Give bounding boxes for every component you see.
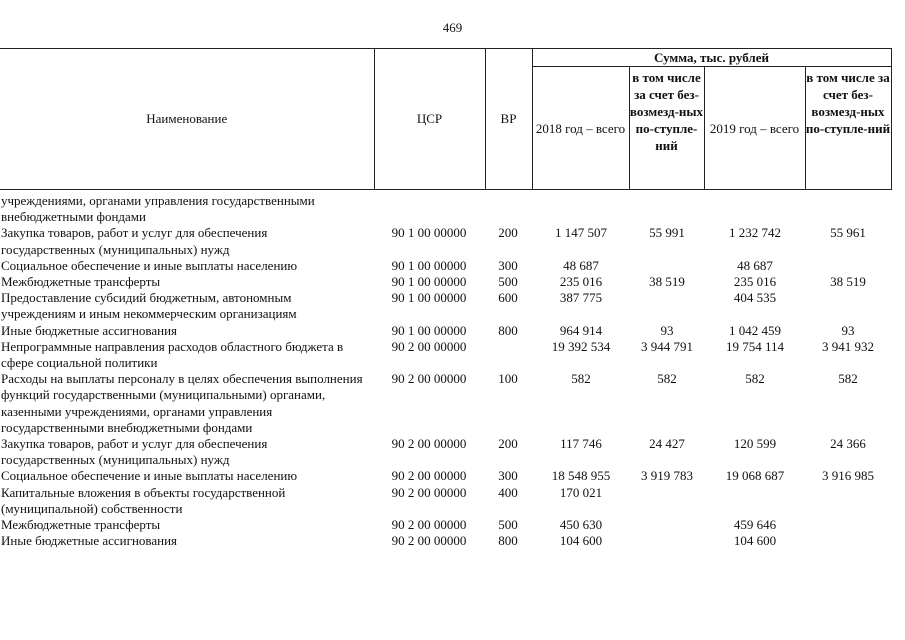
row-total-2019: 48 687 [737, 257, 773, 273]
row-total-2018: 19 392 534 [551, 338, 611, 354]
row-grant-2019: 93 [841, 322, 855, 338]
row-name: Капитальные вложения в объекты государственной (муниципальной) собственности [1, 484, 286, 516]
header-csr: ЦСР [374, 49, 485, 190]
row-total-2019: 404 535 [733, 290, 777, 306]
row-total-2018: 964 914 [559, 322, 603, 338]
row-csr: 90 2 00 00000 [391, 517, 467, 533]
row-name: Социальное обеспечение и иные выплаты населению [1, 468, 298, 484]
row-total-2018: 48 687 [563, 257, 599, 273]
row-grant-2018: 38 519 [649, 274, 685, 290]
row-total-2019: 235 016 [733, 274, 777, 290]
row-grant-2018: 24 427 [649, 436, 685, 452]
table-row [0, 533, 905, 549]
row-grant-2018: 3 919 783 [641, 468, 693, 484]
row-vr: 600 [498, 290, 518, 306]
row-total-2018: 104 600 [559, 533, 603, 549]
row-total-2019: 19 754 114 [725, 338, 785, 354]
row-name: Межбюджетные трансферты [1, 517, 161, 533]
table-row [0, 485, 905, 517]
table-row [0, 371, 905, 436]
row-csr: 90 1 00 00000 [391, 225, 467, 241]
row-total-2018: 387 775 [559, 290, 603, 306]
row-name: Межбюджетные трансферты [1, 274, 161, 290]
row-csr: 90 2 00 00000 [391, 371, 467, 387]
row-total-2019: 120 599 [733, 436, 777, 452]
page-number: 469 [442, 20, 463, 35]
row-grant-2018: 3 944 791 [641, 338, 693, 354]
row-total-2019: 1 042 459 [729, 322, 781, 338]
header-grant-2018: в том числе за счет без-возмезд-ных по-ступле-ний [629, 67, 704, 190]
row-vr: 500 [498, 517, 518, 533]
table-row [0, 323, 905, 339]
row-vr: 200 [498, 225, 518, 241]
row-total-2019: 1 232 742 [729, 225, 781, 241]
row-csr: 90 1 00 00000 [391, 322, 467, 338]
row-total-2018: 170 021 [559, 484, 603, 500]
row-vr: 400 [498, 484, 518, 500]
table-header [0, 48, 892, 190]
row-csr: 90 2 00 00000 [391, 338, 467, 354]
row-grant-2019: 582 [838, 371, 858, 387]
row-total-2019: 104 600 [733, 533, 777, 549]
row-csr: 90 2 00 00000 [391, 468, 467, 484]
table-row [0, 193, 905, 225]
row-name: Иные бюджетные ассигнования [1, 322, 178, 338]
table-row [0, 468, 905, 484]
row-vr: 800 [498, 322, 518, 338]
row-total-2018: 582 [571, 371, 591, 387]
header-vr: ВР [485, 49, 532, 190]
row-name: Закупка товаров, работ и услуг для обеспечения государственных (муниципальных) нужд [1, 436, 268, 468]
row-grant-2019: 3 941 932 [822, 338, 874, 354]
row-vr: 300 [498, 468, 518, 484]
row-grant-2018: 93 [660, 322, 674, 338]
row-vr: 500 [498, 274, 518, 290]
row-total-2019: 459 646 [733, 517, 777, 533]
header-total-2019: 2019 год – всего [704, 67, 805, 190]
row-grant-2018: 582 [657, 371, 677, 387]
row-total-2019: 582 [745, 371, 765, 387]
row-name: учреждениями, органами управления государственными внебюджетными фондами [1, 193, 315, 225]
row-csr: 90 2 00 00000 [391, 484, 467, 500]
row-total-2018: 450 630 [559, 517, 603, 533]
row-total-2018: 18 548 955 [551, 468, 611, 484]
header-name: Наименование [0, 49, 374, 190]
row-csr: 90 2 00 00000 [391, 533, 467, 549]
table-row [0, 225, 905, 257]
table-row [0, 339, 905, 371]
row-total-2019: 19 068 687 [725, 468, 785, 484]
row-csr: 90 1 00 00000 [391, 274, 467, 290]
row-name: Социальное обеспечение и иные выплаты населению [1, 257, 298, 273]
row-vr: 800 [498, 533, 518, 549]
row-grant-2019: 24 366 [830, 436, 866, 452]
table-row [0, 274, 905, 290]
row-total-2018: 235 016 [559, 274, 603, 290]
header-total-2018: 2018 год – всего [532, 67, 629, 190]
row-total-2018: 1 147 507 [555, 225, 607, 241]
row-name: Предоставление субсидий бюджетным, автономным учреждениям и иным некоммерческим организациям [1, 290, 297, 322]
row-vr: 300 [498, 257, 518, 273]
row-name: Расходы на выплаты персоналу в целях обеспечения выполнения функций государственными (муниципальными) органами, казенными учреждениями, органами управления государственными внебюджетными фондами [1, 371, 363, 435]
row-csr: 90 1 00 00000 [391, 257, 467, 273]
row-grant-2019: 55 961 [830, 225, 866, 241]
row-grant-2019: 3 916 985 [822, 468, 874, 484]
row-grant-2018: 55 991 [649, 225, 685, 241]
header-grant-2019: в том числе за счет без-возмезд-ных по-ступле-ний [805, 67, 891, 190]
row-name: Закупка товаров, работ и услуг для обеспечения государственных (муниципальных) нужд [1, 225, 268, 257]
header-sum-title: Сумма, тыс. рублей [532, 49, 891, 67]
row-csr: 90 2 00 00000 [391, 436, 467, 452]
row-csr: 90 1 00 00000 [391, 290, 467, 306]
row-name: Непрограммные направления расходов областного бюджета в сфере социальной политики [1, 338, 344, 371]
table-row [0, 436, 905, 468]
table-body [0, 193, 905, 549]
row-grant-2019: 38 519 [830, 274, 866, 290]
row-vr: 100 [498, 371, 518, 387]
table-row [0, 258, 905, 274]
row-vr: 200 [498, 436, 518, 452]
row-total-2018: 117 746 [560, 436, 602, 452]
table-row [0, 517, 905, 533]
table-row [0, 290, 905, 322]
row-name: Иные бюджетные ассигнования [1, 533, 178, 549]
